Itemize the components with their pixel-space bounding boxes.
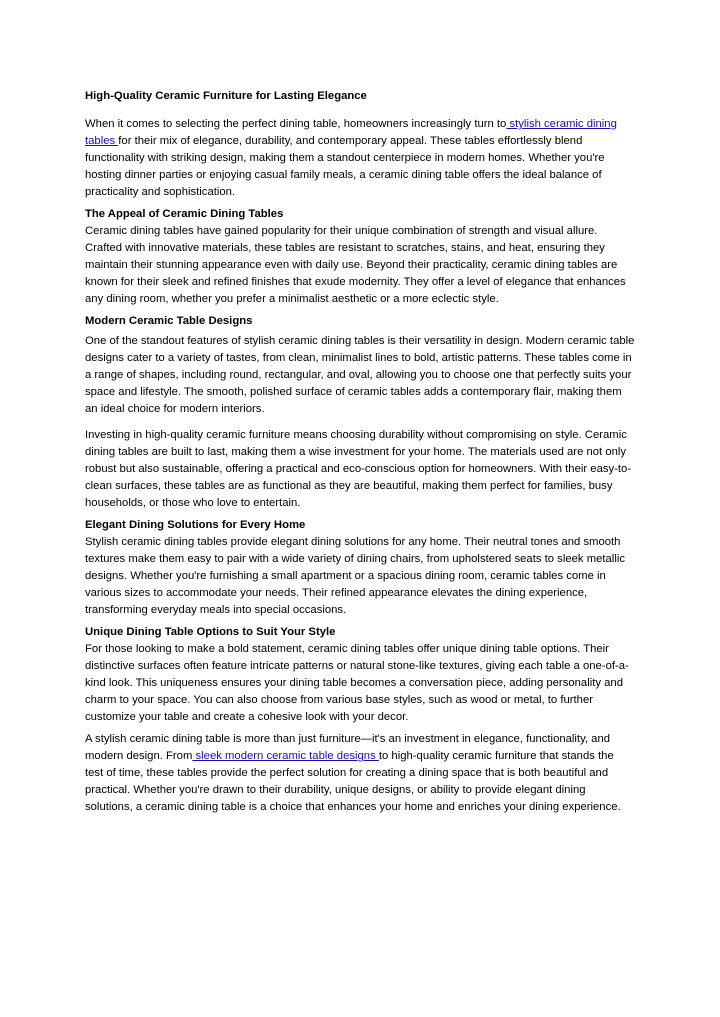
section-heading-appeal: The Appeal of Ceramic Dining Tables bbox=[85, 208, 284, 220]
conclusion-paragraph bbox=[85, 731, 635, 816]
document-title: High-Quality Ceramic Furniture for Lasting Elegance bbox=[85, 90, 367, 102]
section-heading-unique-options: Unique Dining Table Options to Suit Your Style bbox=[85, 626, 336, 638]
section-body-investment: Investing in high-quality ceramic furniture means choosing durability without compromising on style. Ceramic dining tables are built to last, making them a wise investment for your home. The materials used are not only robust but also sustainable, offering a practical and eco-conscious option for homeowners. With their easy-to-clean surfaces, these tables are as functional as they are beautiful, making them perfect for families, busy households, or those who love to entertain. bbox=[85, 429, 632, 509]
section-body-unique-options: For those looking to make a bold statement, ceramic dining tables offer unique dining table options. Their distinctive surfaces often feature intricate patterns or natural stone-like textures, giving each table a one-of-a-kind look. This uniqueness ensures your dining table becomes a conversation piece, adding personality and charm to your space. You can also choose from various base styles, such as wood or metal, to further customize your table and create a cohesive look with your decor. bbox=[85, 643, 629, 723]
document-page bbox=[85, 88, 635, 816]
stylish-ceramic-dining-tables-link[interactable]: stylish ceramic dining tables bbox=[85, 118, 617, 147]
intro-paragraph bbox=[85, 116, 635, 201]
section-heading-elegant-solutions: Elegant Dining Solutions for Every Home bbox=[85, 519, 306, 531]
conclusion-text-before: A stylish ceramic dining table is more than just furniture—it's an investment in elegance, functionality, and modern design. From bbox=[85, 733, 611, 762]
intro-text-after: for their mix of elegance, durability, and contemporary appeal. These tables effortlessly blend functionality with striking design, making them a standout centerpiece in modern homes. Whether you're hosting dinner parties or enjoying casual family meals, a ceramic dining table offers the ideal balance of practicality and sophistication. bbox=[85, 135, 605, 198]
section-body-elegant-solutions: Stylish ceramic dining tables provide elegant dining solutions for any home. Their neutral tones and smooth textures make them easy to pair with a wide variety of dining chairs, from upholstered seats to sleek metallic designs. Whether you're furnishing a small apartment or a spacious dining room, ceramic tables come in various sizes to accommodate your needs. Their refined appearance elevates the dining experience, transforming everyday meals into special occasions. bbox=[85, 536, 625, 616]
conclusion-text-after: to high-quality ceramic furniture that stands the test of time, these tables provide the perfect solution for creating a dining space that is both beautiful and practical. Whether you're drawn to their durability, unique designs, or ability to provide elegant dining solutions, a ceramic dining table is a choice that enhances your home and enriches your dining experience. bbox=[85, 750, 621, 813]
section-body-appeal: Ceramic dining tables have gained popularity for their unique combination of strength and visual allure. Crafted with innovative materials, these tables are resistant to scratches, stains, and heat, ensuring they maintain their stunning appearance even with daily use. Beyond their practicality, ceramic dining tables are known for their sleek and refined finishes that exude modernity. They offer a level of elegance that enhances any dining room, whether you prefer a minimalist aesthetic or a more eclectic style. bbox=[85, 225, 626, 305]
section-body-modern-designs: One of the standout features of stylish ceramic dining tables is their versatility in design. Modern ceramic table designs cater to a variety of tastes, from clean, minimalist lines to bold, artistic patterns. These tables come in a range of shapes, including round, rectangular, and oval, allowing you to choose one that perfectly suits your space and lifestyle. The smooth, polished surface of ceramic tables adds a contemporary flair, making them an ideal choice for modern interiors. bbox=[85, 335, 635, 415]
section-heading-modern-designs: Modern Ceramic Table Designs bbox=[85, 315, 253, 327]
intro-text-before: When it comes to selecting the perfect dining table, homeowners increasingly turn to bbox=[85, 118, 507, 130]
sleek-modern-ceramic-table-designs-link[interactable]: sleek modern ceramic table designs bbox=[192, 750, 379, 762]
